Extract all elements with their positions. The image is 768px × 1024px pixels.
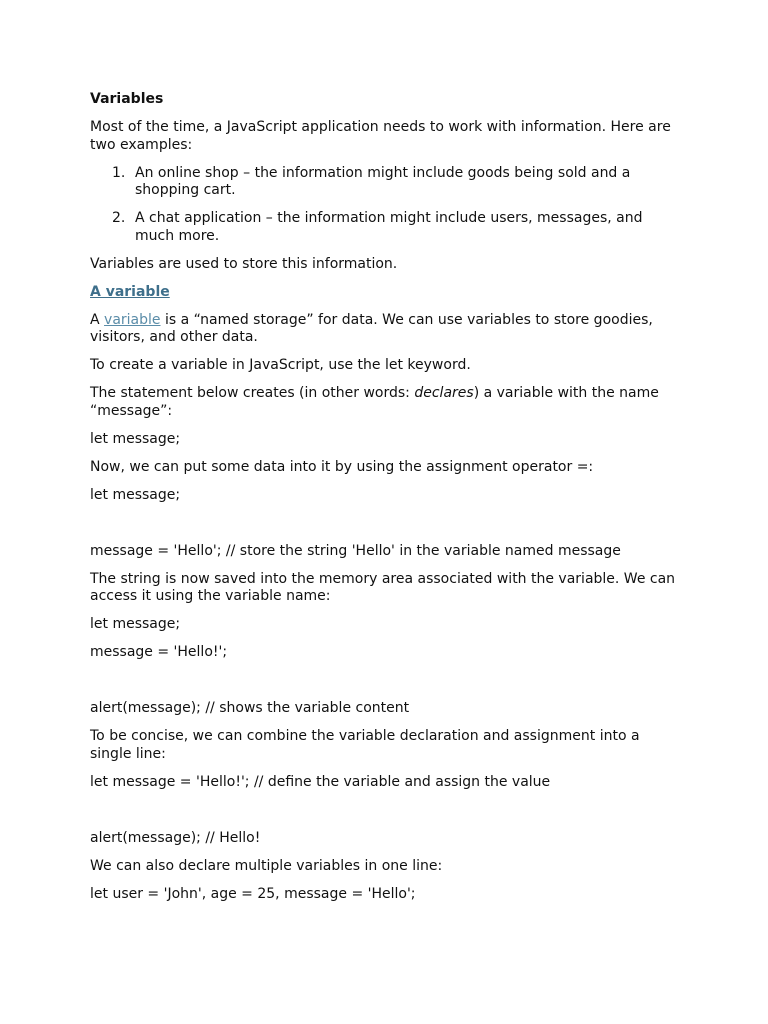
code-line: let message;	[90, 616, 181, 632]
definition-rest: is a “named storage” for data. We can use variables to store goodies, visitors, and other data.	[90, 311, 653, 345]
list-item-number: 2.	[112, 210, 126, 226]
code-line: message = 'Hello'; // store the string 'Hello' in the variable named message	[90, 542, 621, 559]
variable-link[interactable]: variable	[104, 311, 161, 328]
code-line: alert(message); // shows the variable content	[90, 700, 410, 716]
create-paragraph: To create a variable in JavaScript, use the let keyword.	[90, 357, 471, 373]
code-line: let user = 'John', age = 25, message = 'Hello';	[90, 885, 416, 902]
list-item-text: A chat application – the information might include users, messages, and much more.	[135, 210, 643, 244]
intro-paragraph: Most of the time, a JavaScript application needs to work with information. Here are two examples:	[90, 119, 671, 153]
multi-paragraph: We can also declare multiple variables in one line:	[90, 857, 443, 874]
list-item-number: 1.	[112, 164, 126, 181]
blank-line	[90, 672, 680, 700]
statement-before: The statement below creates (in other words:	[90, 385, 415, 401]
list-item	[90, 210, 680, 245]
code-line: let message;	[90, 486, 181, 503]
examples-list	[90, 165, 680, 246]
statement-paragraph	[90, 385, 680, 420]
page-title: Variables	[90, 91, 164, 107]
list-item	[90, 165, 680, 200]
code-line: let message;	[90, 430, 181, 447]
blank-line	[90, 802, 680, 830]
list-item-text: An online shop – the information might include goods being sold and a shopping cart.	[135, 164, 631, 198]
definition-paragraph	[90, 312, 680, 347]
document-content	[90, 91, 680, 914]
saved-paragraph: The string is now saved into the memory area associated with the variable. We can access it using the variable name:	[90, 570, 676, 604]
assign-paragraph: Now, we can put some data into it by using the assignment operator =:	[90, 458, 594, 475]
statement-after: ) a variable with the name “message”:	[90, 385, 659, 419]
section-heading-link[interactable]: A variable	[90, 283, 170, 300]
definition-prefix: A	[90, 311, 105, 328]
statement-emphasis: declares	[414, 385, 474, 401]
blank-line	[90, 515, 680, 543]
code-line: let message = 'Hello!'; // define the variable and assign the value	[90, 773, 551, 790]
store-paragraph: Variables are used to store this information.	[90, 255, 398, 272]
concise-paragraph: To be concise, we can combine the variable declaration and assignment into a single line:	[90, 728, 640, 762]
code-line: alert(message); // Hello!	[90, 829, 261, 846]
code-line: message = 'Hello!';	[90, 644, 228, 660]
